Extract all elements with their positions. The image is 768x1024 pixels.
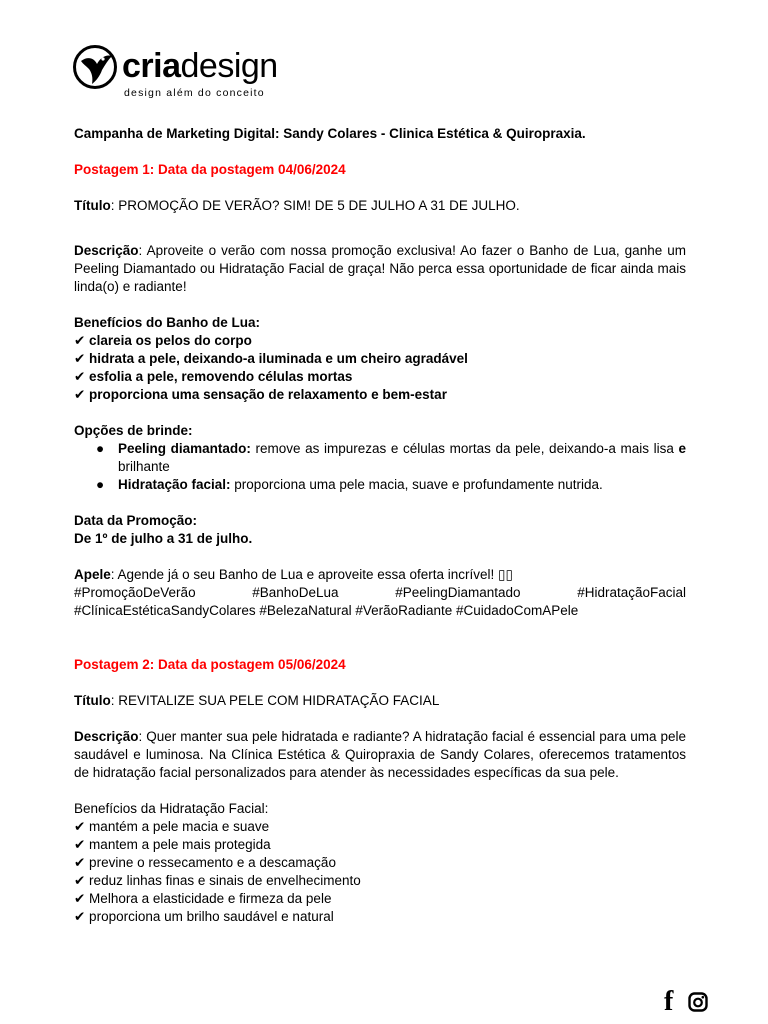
gift-list	[74, 440, 686, 494]
post1-title: Título: PROMOÇÃO DE VERÃO? SIM! DE 5 DE JULHO A 31 DE JULHO.	[74, 198, 520, 213]
list-item: ✔ proporciona um brilho saudável e natural	[74, 909, 334, 924]
document-body	[74, 125, 686, 926]
post1-heading: Postagem 1: Data da postagem 04/06/2024	[74, 162, 346, 177]
brand-tagline: design além do conceito	[124, 87, 265, 99]
bullet-icon: ●	[96, 441, 105, 456]
list-item: ✔ Melhora a elasticidade e firmeza da pele	[74, 891, 332, 906]
bullet-icon: ●	[96, 477, 105, 492]
facebook-icon[interactable]: f	[664, 986, 674, 1017]
post1-benefits-heading: Benefícios do Banho de Lua:	[74, 315, 261, 330]
post1-gifts-heading: Opções de brinde:	[74, 423, 193, 438]
list-item: ✔ previne o ressecamento e a descamação	[74, 855, 336, 870]
post2-heading: Postagem 2: Data da postagem 05/06/2024	[74, 657, 346, 672]
campaign-title: Campanha de Marketing Digital: Sandy Colares - Clinica Estética & Quiropraxia.	[74, 126, 586, 141]
promo-date-label: Data da Promoção:	[74, 513, 198, 528]
list-item: ✔ clareia os pelos do corpo	[74, 333, 252, 348]
list-item: ✔ mantem a pele mais protegida	[74, 837, 271, 852]
promo-date-value: De 1º de julho a 31 de julho.	[74, 531, 253, 546]
instagram-icon[interactable]	[688, 992, 708, 1012]
brand-wordmark: criadesign	[122, 47, 278, 85]
post2-description: Descrição: Quer manter sua pele hidratada e radiante? A hidratação facial é essencial para uma pele saudável e luminosa. Na Clínica Estética & Quiropraxia de Sandy Colares, oferecemos tratamentos de hidratação facial personalizados para atender às necessidades específicas da sua pele.	[74, 729, 686, 780]
post2-title: Título: REVITALIZE SUA PELE COM HIDRATAÇÃO FACIAL	[74, 693, 440, 708]
list-item: ✔ reduz linhas finas e sinais de envelhecimento	[74, 873, 361, 888]
post1-description: Descrição: Aproveite o verão com nossa promoção exclusiva! Ao fazer o Banho de Lua, ganhe um Peeling Diamantado ou Hidratação Facial de graça! Não perca essa oportunidade de ficar ainda mais linda(o) e radiante!	[74, 243, 686, 294]
list-item: ● Peeling diamantado: remove as impurezas e células mortas da pele, deixando-a mais lisa e brilhante	[96, 441, 686, 474]
list-item: ✔ mantém a pele macia e suave	[74, 819, 270, 834]
post1-appeal: Apele: Agende já o seu Banho de Lua e aproveite essa oferta incrível! ▯▯	[74, 567, 513, 582]
list-item: ✔ proporciona uma sensação de relaxamento e bem-estar	[74, 387, 447, 402]
post2-benefits-heading: Benefícios da Hidratação Facial:	[74, 801, 269, 816]
post1-hashtags: #PromoçãoDeVerão #BanhoDeLua #PeelingDiamantado #HidrataçãoFacial #ClínicaEstéticaSandyColares #BelezaNatural #VerãoRadiante #CuidadoComAPele	[74, 585, 686, 618]
brand-logo	[72, 42, 302, 98]
list-item: ✔ hidrata a pele, deixando-a iluminada e um cheiro agradável	[74, 351, 468, 366]
social-icons	[664, 988, 714, 1016]
list-item: ● Hidratação facial: proporciona uma pele macia, suave e profundamente nutrida.	[96, 477, 603, 492]
bird-in-circle-icon	[72, 44, 118, 90]
list-item: ✔ esfolia a pele, removendo células mortas	[74, 369, 353, 384]
